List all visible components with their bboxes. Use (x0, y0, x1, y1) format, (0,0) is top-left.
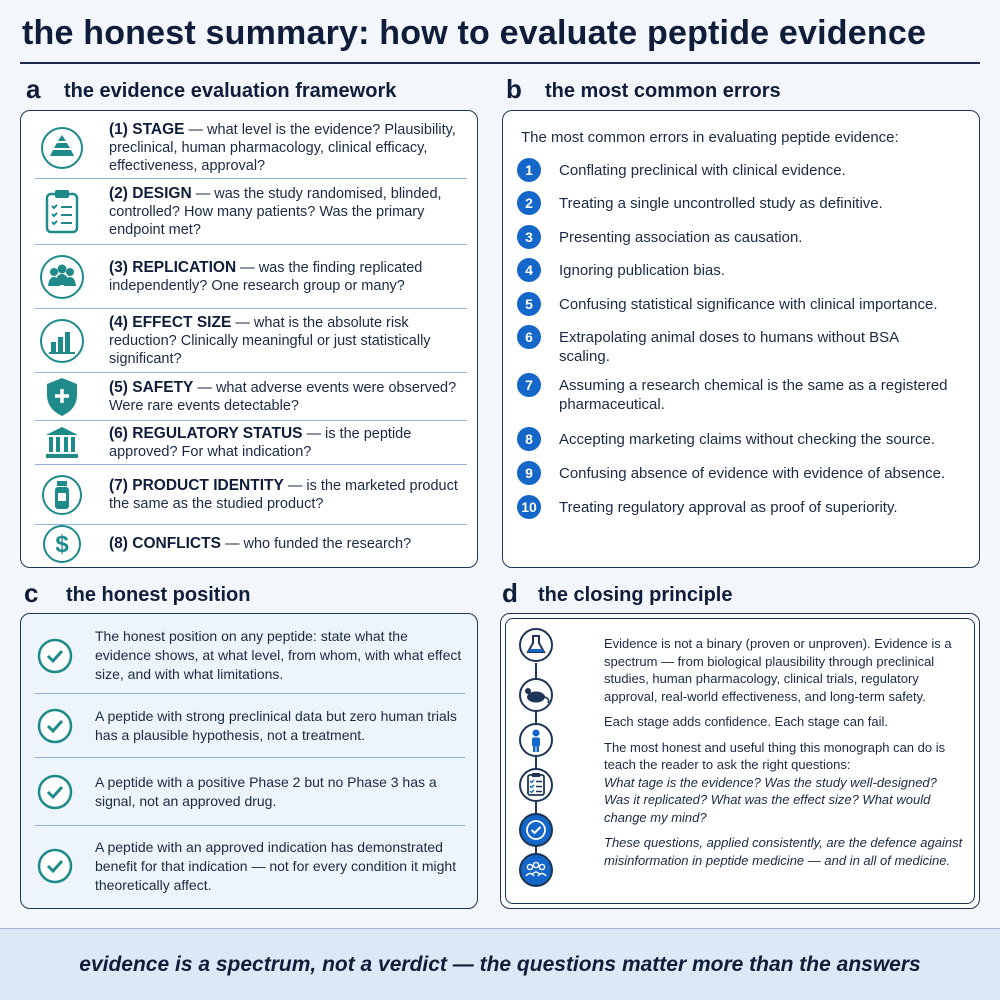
framework-description: — what adverse events were observed? Were rare events detectable? (109, 379, 457, 414)
closing-icons-svg (516, 627, 556, 889)
framework-description: — was the finding replicated independently? One research group or many? (109, 259, 423, 294)
framework-row (35, 465, 467, 525)
framework-panel (20, 110, 478, 568)
error-number-badge: 4 (517, 258, 541, 282)
framework-label: (7) PRODUCT IDENTITY (109, 476, 284, 494)
footer-banner (0, 928, 1000, 1000)
error-text: Treating regulatory approval as proof of superiority. (559, 499, 898, 516)
people-circle-icon (520, 854, 552, 886)
error-text: Presenting association as causation. (559, 229, 803, 246)
position-text: A peptide with a positive Phase 2 but no Phase 3 has a signal, not an approved drug. (95, 773, 437, 809)
section-b-letter: b (506, 74, 522, 104)
check-circle-icon (35, 848, 75, 884)
closing-icon-column (516, 627, 556, 894)
section-a-title: the evidence evaluation framework (64, 80, 397, 102)
error-number-badge: 1 (517, 158, 541, 182)
svg-text:$: $ (55, 531, 69, 558)
position-text: The honest position on any peptide: state what the evidence shows, at what level, from whom, with what effect size, and with what limitations. (95, 628, 462, 682)
framework-text (109, 477, 467, 513)
check-circle-icon (520, 814, 552, 846)
error-text: Confusing statistical significance with clinical importance. (559, 296, 938, 313)
errors-panel (502, 110, 980, 568)
framework-text (109, 185, 467, 239)
position-item (35, 618, 465, 694)
framework-description: — was the study randomised, blinded, controlled? How many patients? Was the primary endpoint met? (109, 185, 442, 238)
framework-row (35, 117, 467, 179)
error-item (517, 427, 965, 461)
position-text: A peptide with strong preclinical data but zero human trials has a plausible hypothesis, not a treatment. (95, 707, 457, 743)
error-item (517, 191, 965, 225)
closing-paragraph-1: Evidence is not a binary (proven or unproven). Evidence is a spectrum — from biological plausibility through preclinical studies, human pharmacology, clinical trials, regulatory approval, real-world effectiveness, and long-term safety. (604, 636, 952, 704)
shield-plus-icon (35, 375, 89, 419)
error-item (517, 495, 965, 529)
error-number-badge: 7 (517, 373, 541, 397)
section-a-letter: a (26, 74, 41, 104)
closing-inner-frame (505, 618, 975, 904)
closing-panel (500, 613, 980, 909)
errors-list (517, 158, 965, 529)
section-b-title: the most common errors (545, 80, 781, 102)
error-text: Extrapolating animal doses to humans without BSA scaling. (559, 329, 899, 365)
person-icon (520, 724, 552, 756)
clipboard-icon (520, 769, 552, 801)
framework-label: (6) REGULATORY STATUS (109, 424, 303, 442)
framework-label: (1) STAGE (109, 120, 185, 138)
section-c-title: the honest position (66, 584, 251, 606)
framework-description: — what is the absolute risk reduction? Clinically meaningful or just statistically significant? (109, 314, 431, 367)
mouse-icon (520, 679, 552, 711)
error-item (517, 158, 965, 191)
position-item (35, 758, 465, 826)
section-d-letter: d (502, 578, 518, 608)
people-group-icon (35, 254, 89, 300)
section-d-title: the closing principle (538, 584, 733, 606)
title-divider (20, 62, 980, 64)
flask-icon (520, 629, 552, 661)
position-item (35, 826, 465, 906)
framework-label: (3) REPLICATION (109, 258, 237, 276)
clipboard-checklist-icon (35, 188, 89, 236)
framework-description: — what level is the evidence? Plausibility, preclinical, human pharmacology, clinical efficacy, effectiveness, approval? (109, 121, 456, 174)
errors-intro: The most common errors in evaluating peptide evidence: (521, 129, 899, 146)
check-circle-icon (35, 774, 75, 810)
framework-row (35, 421, 467, 465)
vial-icon (35, 473, 89, 517)
error-number-badge: 5 (517, 292, 541, 316)
framework-text (109, 121, 467, 175)
framework-label: (5) SAFETY (109, 378, 194, 396)
error-number-badge: 9 (517, 461, 541, 485)
honest-position-panel (20, 613, 478, 909)
error-number-badge: 8 (517, 427, 541, 451)
framework-text (109, 314, 467, 368)
framework-row (35, 373, 467, 421)
error-item (517, 373, 965, 427)
framework-row (35, 309, 467, 373)
framework-description: — is the peptide approved? For what indication? (109, 425, 412, 460)
framework-row (35, 525, 467, 563)
institution-icon (35, 423, 89, 463)
framework-row (35, 245, 467, 309)
framework-description: — is the marketed product the same as the studied product? (109, 477, 458, 512)
framework-label: (4) EFFECT SIZE (109, 313, 232, 331)
error-item (517, 225, 965, 258)
closing-paragraph-2: Each stage adds confidence. Each stage can fail. (604, 714, 889, 729)
error-number-badge: 10 (517, 495, 541, 519)
error-number-badge: 2 (517, 191, 541, 215)
framework-text (109, 379, 467, 415)
framework-text (109, 535, 411, 553)
error-number-badge: 3 (517, 225, 541, 249)
framework-row (35, 179, 467, 245)
closing-paragraph-4: These questions, applied consistently, are the defence against misinformation in peptide medicine — and in all of medicine. (604, 835, 963, 868)
closing-paragraph-3: The most honest and useful thing this monograph can do is teach the reader to ask the right questions: (604, 739, 946, 772)
error-text: Conflating preclinical with clinical evidence. (559, 162, 846, 179)
error-text: Ignoring publication bias. (559, 262, 725, 279)
check-circle-icon (35, 708, 75, 744)
error-item (517, 325, 965, 373)
position-text: A peptide with an approved indication has demonstrated benefit for that indication — not for every condition it might theoretically affect. (95, 838, 457, 893)
error-item (517, 258, 965, 292)
error-item (517, 292, 965, 325)
error-item (517, 461, 965, 495)
page-title: the honest summary: how to evaluate peptide evidence (22, 14, 927, 52)
dollar-icon (35, 524, 89, 564)
footer-text: evidence is a spectrum, not a verdict — the questions matter more than the answers (79, 952, 921, 976)
framework-label: (8) CONFLICTS (109, 535, 221, 552)
framework-text (109, 425, 467, 461)
bar-chart-icon (35, 318, 89, 364)
framework-label: (2) DESIGN (109, 184, 192, 202)
closing-questions: What tage is the evidence? Was the study well-designed? Was it replicated? What was the effect size? What would change my mind? (604, 774, 937, 825)
position-item (35, 694, 465, 758)
closing-text (604, 635, 964, 877)
framework-description: — who funded the research? (220, 536, 412, 552)
error-text: Accepting marketing claims without checking the source. (559, 431, 936, 448)
error-text: Assuming a research chemical is the same as a registered pharmaceutical. (559, 377, 948, 413)
pyramid-icon (35, 126, 89, 170)
error-text: Confusing absence of evidence with evidence of absence. (559, 465, 946, 482)
section-c-letter: c (24, 578, 39, 608)
error-number-badge: 6 (517, 325, 541, 349)
check-circle-icon (35, 638, 75, 674)
error-text: Treating a single uncontrolled study as definitive. (559, 195, 883, 212)
framework-text (109, 259, 467, 295)
